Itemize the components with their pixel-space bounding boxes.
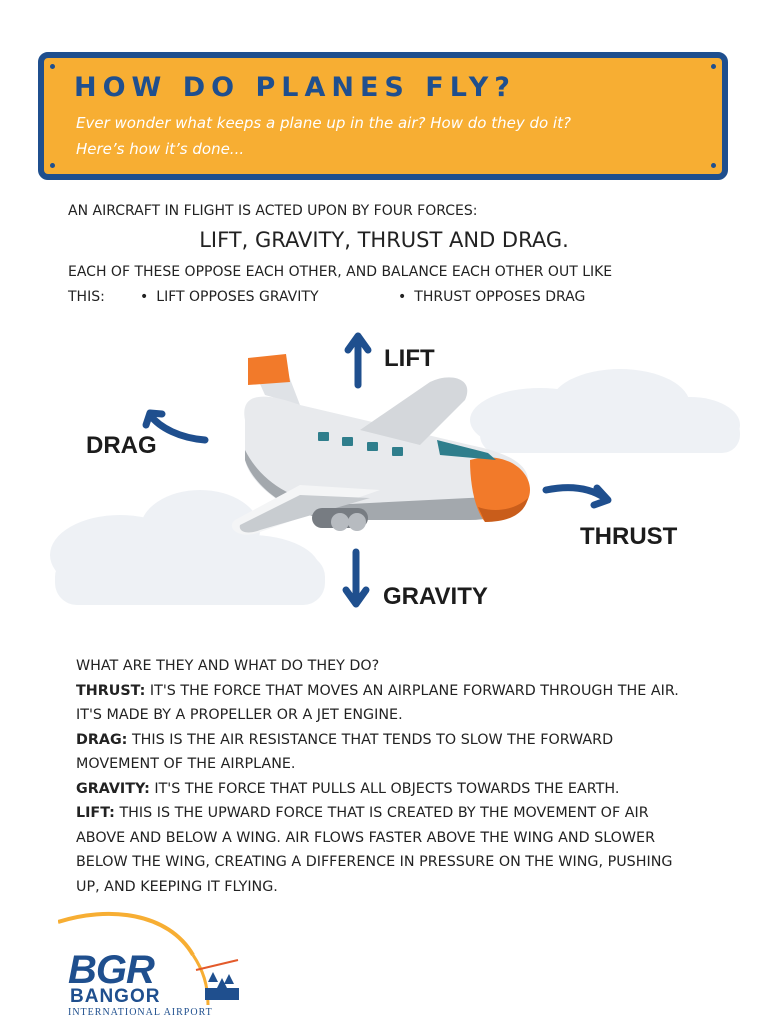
definition-thrust — [76, 679, 726, 704]
thrust-label: THRUST — [580, 523, 678, 550]
thrust-arrow-icon — [546, 488, 608, 505]
definition-gravity — [76, 777, 726, 802]
drag-text-2: MOVEMENT OF THE AIRPLANE. — [76, 756, 296, 772]
lift-text-3: BELOW THE WING, CREATING A DIFFERENCE IN PRESSURE ON THE WING, PUSHING — [76, 854, 673, 870]
lift-text: THIS IS THE UPWARD FORCE THAT IS CREATED BY THE MOVEMENT OF AIR — [119, 805, 649, 821]
gravity-text: IT'S THE FORCE THAT PULLS ALL OBJECTS TOWARDS THE EARTH. — [154, 780, 620, 797]
forces-heading: LIFT, GRAVITY, THRUST AND DRAG. — [199, 228, 569, 252]
bullet-thrust-drag: • THRUST OPPOSES DRAG — [398, 289, 585, 305]
airport-logo — [58, 910, 248, 1020]
logo-subtitle: INTERNATIONAL AIRPORT — [68, 1007, 213, 1018]
lift-label: LIFT — [384, 345, 435, 372]
rivet-icon — [50, 163, 55, 168]
definitions-question: WHAT ARE THEY AND WHAT DO THEY DO? — [76, 658, 380, 674]
gravity-arrow-icon — [346, 552, 366, 604]
drag-label: DRAG — [86, 432, 157, 459]
intro-line-2: EACH OF THESE OPPOSE EACH OTHER, AND BALANCE EACH OTHER OUT LIKE — [68, 264, 613, 280]
subtitle-line-1: Ever wonder what keeps a plane up in the air? How do they do it? — [76, 114, 571, 132]
definition-lift — [76, 801, 726, 826]
thrust-text: IT'S THE FORCE THAT MOVES AN AIRPLANE FORWARD THROUGH THE AIR. — [149, 682, 679, 699]
lift-arrow-icon — [348, 336, 368, 385]
bullet-lift-gravity: • LIFT OPPOSES GRAVITY — [140, 289, 319, 305]
forces-diagram — [0, 310, 768, 640]
logo-name: BANGOR — [70, 986, 161, 1007]
banner-subtitle — [76, 110, 696, 162]
term-gravity: GRAVITY: — [76, 780, 150, 797]
force-definitions — [76, 654, 726, 899]
definition-drag — [76, 728, 726, 753]
cloud-icon — [470, 369, 740, 453]
intro-line-1: AN AIRCRAFT IN FLIGHT IS ACTED UPON BY FOUR FORCES: — [68, 203, 478, 219]
logo-mark: BGR — [68, 948, 154, 992]
page-title: HOW DO PLANES FLY? — [74, 72, 516, 103]
term-drag: DRAG: — [76, 731, 128, 748]
title-banner — [38, 52, 728, 180]
thrust-text-2: IT'S MADE BY A PROPELLER OR A JET ENGINE. — [76, 707, 403, 723]
subtitle-line-2: Here’s how it’s done... — [76, 140, 245, 158]
gravity-label: GRAVITY — [383, 583, 488, 610]
drag-text: THIS IS THE AIR RESISTANCE THAT TENDS TO SLOW THE FORWARD — [131, 731, 614, 748]
lift-text-2: ABOVE AND BELOW A WING. AIR FLOWS FASTER ABOVE THE WING AND SLOWER — [76, 829, 656, 846]
intro-line-3-prefix: THIS: — [68, 289, 105, 305]
rivet-icon — [711, 64, 716, 69]
lift-text-4: UP, AND KEEPING IT FLYING. — [76, 878, 278, 895]
term-lift: LIFT: — [76, 805, 115, 821]
rivet-icon — [711, 163, 716, 168]
rivet-icon — [50, 64, 55, 69]
term-thrust: THRUST: — [76, 682, 146, 699]
